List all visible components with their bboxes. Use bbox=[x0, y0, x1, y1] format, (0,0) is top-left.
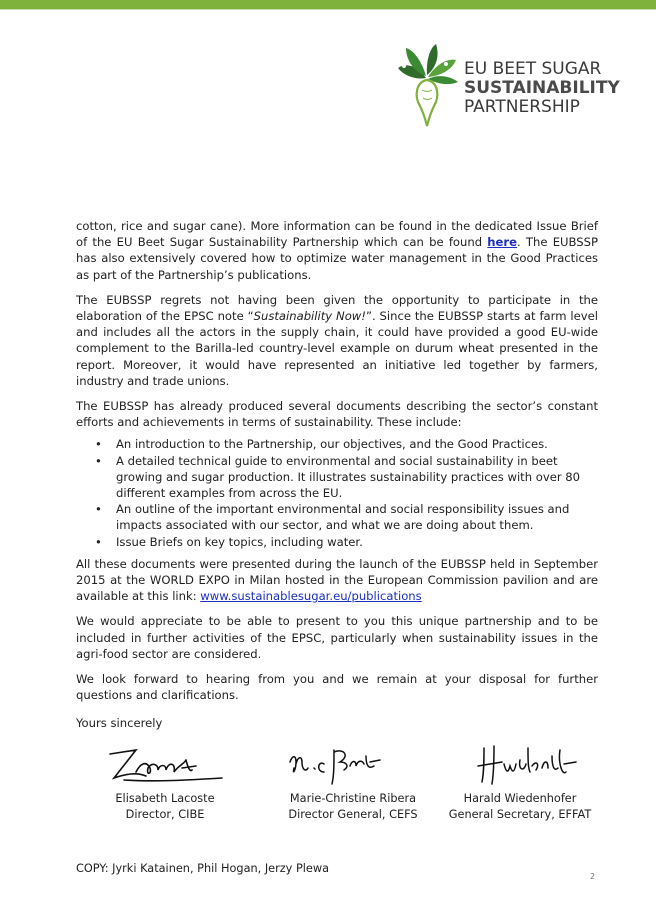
signatory-3 bbox=[440, 791, 600, 823]
top-accent-bar bbox=[0, 0, 656, 9]
list-item bbox=[95, 501, 598, 533]
top-accent-bar-edge bbox=[0, 9, 656, 10]
closing-salutation: Yours sincerely bbox=[76, 716, 163, 730]
bullet-marker: • bbox=[95, 502, 102, 517]
signatory-title: General Secretary, EFFAT bbox=[448, 808, 592, 821]
logo-line-3: PARTNERSHIP bbox=[464, 97, 580, 117]
signature-wiedenhofer bbox=[474, 742, 584, 787]
publications-link[interactable]: www.sustainablesugar.eu/publications bbox=[200, 589, 422, 604]
paragraph-2 bbox=[76, 292, 598, 389]
signature-lacoste bbox=[106, 742, 226, 787]
epsc-note-title: Sustainability Now! bbox=[253, 309, 366, 324]
logo-line-1: EU BEET SUGAR bbox=[464, 59, 602, 79]
bullet-marker: • bbox=[95, 453, 102, 468]
paragraph-3: The EUBSSP has already produced several documents describing the sector’s constant efforts and achievements in terms of sustainability. These include: bbox=[76, 399, 598, 430]
signatory-name: Elisabeth Lacoste bbox=[115, 792, 215, 805]
paragraph-4-text: All these documents were presented during the launch of the EUBSSP held in September 2015 at the WORLD EXPO in Milan hosted in the European Commission pavilion and are available at this link: bbox=[76, 556, 598, 604]
bullet-marker: • bbox=[95, 437, 102, 452]
paragraph-5: We would appreciate to be able to present to you this unique partnership and to be included in further activities of the EPSC, particularly when sustainability issues in the agri-food sector are considered. bbox=[76, 614, 598, 661]
bullet-marker: • bbox=[95, 534, 102, 549]
signatory-2 bbox=[263, 791, 443, 823]
list-item bbox=[95, 453, 598, 502]
list-item bbox=[95, 436, 598, 452]
letter-body bbox=[76, 218, 598, 712]
logo-line-2: SUSTAINABILITY bbox=[464, 78, 620, 98]
paragraph-1-text-b: . The EUBSSP has also extensively covered how to optimize water management in the Good Practices as part of the Partnership’s publications. bbox=[76, 235, 599, 282]
list-item-text: A detailed technical guide to environmental and social sustainability in beet growing and sugar production. It illustrates sustainability practices with over 80 different examples from across the EU. bbox=[116, 453, 581, 501]
list-item bbox=[95, 534, 598, 550]
paragraph-4 bbox=[76, 556, 598, 605]
paragraph-1-text-a: cotton, rice and sugar cane). More information can be found in the dedicated Issue Brief of the EU Beet Sugar Sustainability Partnership which can be found bbox=[76, 219, 598, 250]
paragraph-2-text-b: ”. Since the EUBSSP starts at farm level and includes all the actors in the supply chain, it could have provided a good EU-wide complement to the Barilla-led country-level example on durum wheat presented in the report. Moreover, it would have represented an initiative led together by farmers, industry and trade unions. bbox=[76, 309, 598, 388]
signatory-title: Director General, CEFS bbox=[288, 808, 418, 821]
list-item-text: An outline of the important environmental and social responsibility issues and impacts associated with our sector, and what we are doing about them. bbox=[116, 502, 570, 533]
signature-ribera bbox=[284, 742, 394, 787]
signatory-name: Harald Wiedenhofer bbox=[463, 792, 577, 805]
signatory-1 bbox=[90, 791, 240, 823]
logo-wordmark bbox=[464, 60, 620, 117]
paragraph-2-text-a: The EUBSSP regrets not having been given the opportunity to participate in the elaboration of the EPSC note “ bbox=[76, 292, 598, 324]
beet-icon bbox=[392, 44, 460, 128]
list-item-text: An introduction to the Partnership, our objectives, and the Good Practices. bbox=[116, 437, 548, 452]
documents-list bbox=[76, 436, 598, 549]
partnership-logo bbox=[392, 44, 642, 128]
paragraph-1 bbox=[76, 218, 598, 283]
page-number: 2 bbox=[590, 872, 596, 881]
paragraph-6: We look forward to hearing from you and we remain at your disposal for further questions and clarifications. bbox=[76, 672, 598, 703]
copy-recipients: COPY: Jyrki Katainen, Phil Hogan, Jerzy Plewa bbox=[76, 862, 330, 875]
list-item-text: Issue Briefs on key topics, including water. bbox=[116, 534, 363, 549]
signatory-title: Director, CIBE bbox=[125, 808, 205, 821]
issue-brief-link[interactable]: here bbox=[487, 235, 517, 250]
signatory-name: Marie-Christine Ribera bbox=[289, 792, 417, 805]
